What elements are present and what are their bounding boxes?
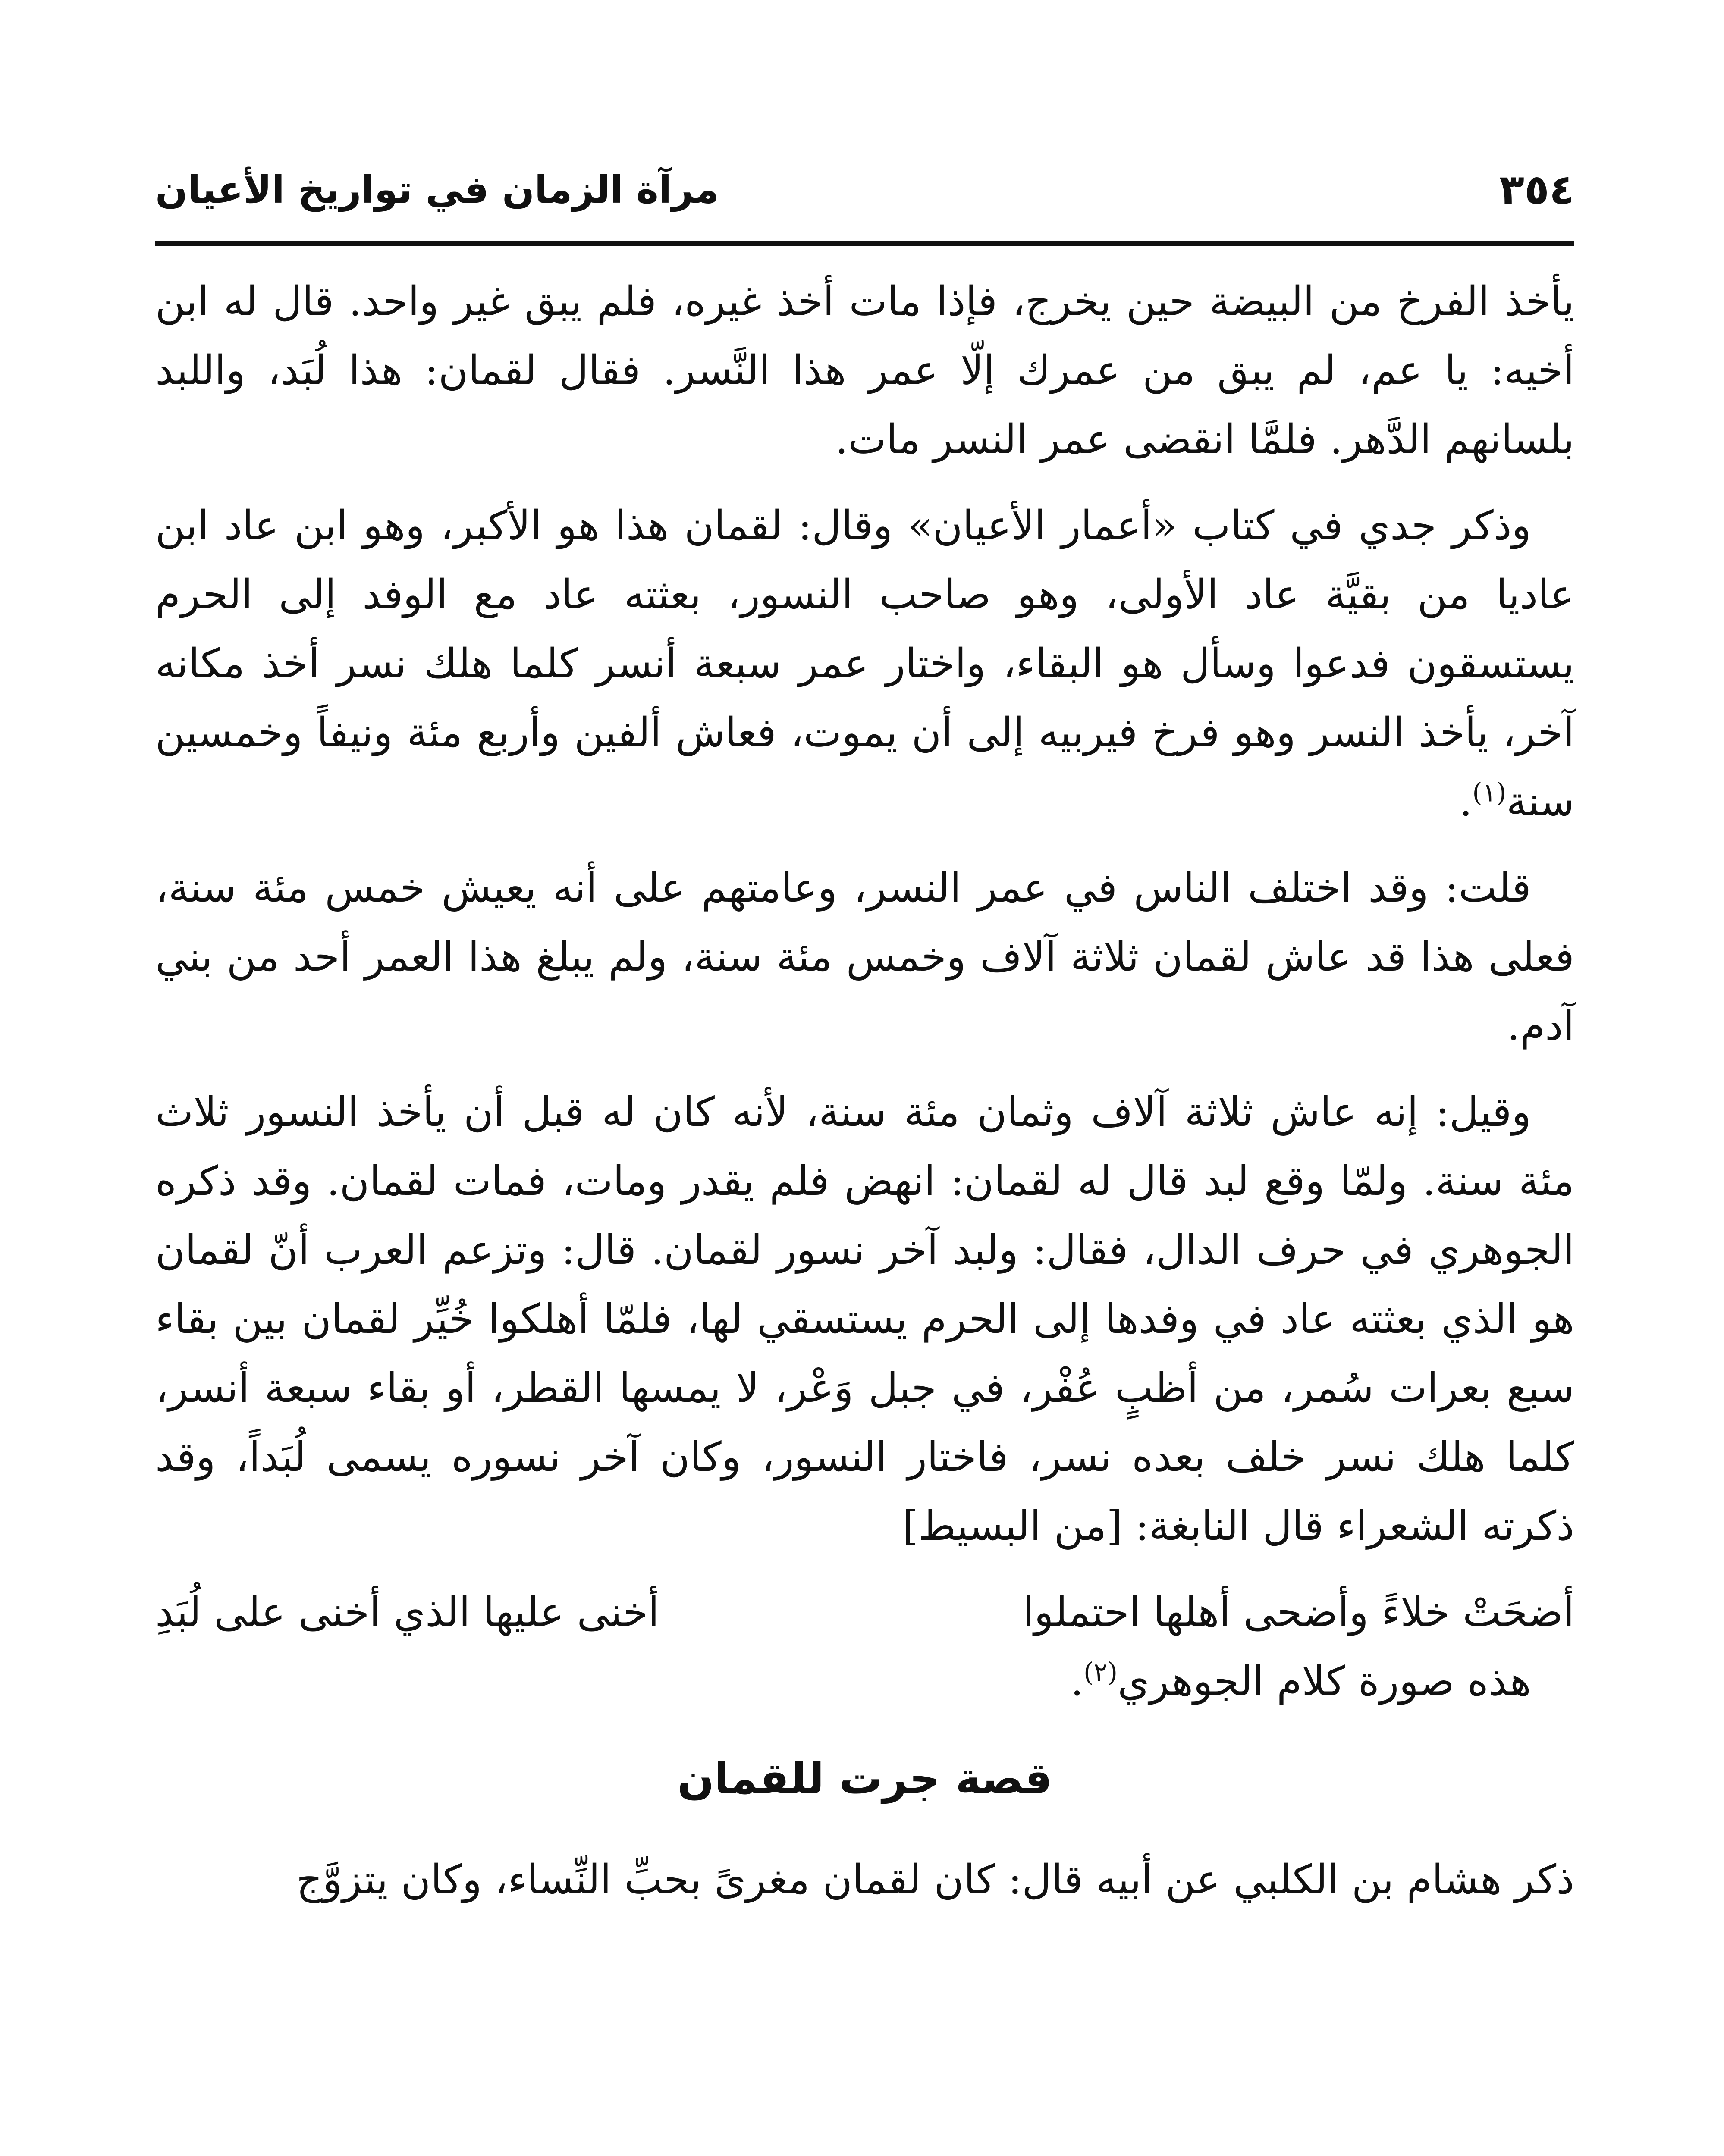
page-header xyxy=(155,160,1574,233)
main-text xyxy=(155,267,1574,1932)
paragraph-1: يأخذ الفرخ من البيضة حين يخرج، فإذا مات أخذ غيره، فلم يبق غير واحد. قال له ابن أخيه: يا عم، لم يبق من عمرك إلّا عمر هذا النَّسر. فقال لقمان: هذا لُبَد، واللبد بلسانهم الدَّهر. فلمَّا انقضى عمر النسر مات. xyxy=(155,278,1574,463)
footnote-ref-1[interactable]: (١) xyxy=(1472,777,1507,808)
header-rule xyxy=(155,241,1574,246)
verse-first-hemistich: أضحَتْ خلاءً وأضحى أهلها احتملوا xyxy=(1023,1589,1574,1636)
footnote-ref-2[interactable]: (٢) xyxy=(1083,1657,1118,1688)
verse-second-hemistich: أخنى عليها الذي أخنى على لُبَدِ xyxy=(155,1589,659,1636)
paragraph-4: وقيل: إنه عاش ثلاثة آلاف وثمان مئة سنة، لأنه كان له قبل أن يأخذ النسور ثلاث مئة سنة. ولمّا وقع لبد قال له لقمان: انهض فلم يقدر ومات، فمات لقمان. وقد ذكره الجوهري في حرف الدال، فقال: ولبد آخر نسور لقمان. قال: وتزعم العرب أنّ لقمان هو الذي بعثته عاد في وفدها إلى الحرم يستسقي لها، فلمّا أهلكوا خُيِّر لقمان بين بقاء سبع بعرات سُمر، من أظبٍ عُفْر، في جبل وَعْر، لا يمسها القطر، أو بقاء سبعة أنسر، كلما هلك نسر خلف بعده نسر، فاختار النسور، وكان آخر نسوره يسمى لُبَداً، وقد ذكرته الشعراء قال النابغة: [من البسيط] xyxy=(155,1089,1574,1550)
poem-verse xyxy=(155,1578,1574,1647)
page-number: ٣٥٤ xyxy=(1499,166,1574,213)
paragraph-3: قلت: وقد اختلف الناس في عمر النسر، وعامتهم على أنه يعيش خمس مئة سنة، فعلى هذا قد عاش لقمان ثلاثة آلاف وخمس مئة سنة، ولم يبلغ هذا العمر أحد من بني آدم. xyxy=(155,865,1574,1050)
running-title: مرآة الزمان في تواريخ الأعيان xyxy=(155,167,719,212)
paragraph-2: وذكر جدي في كتاب «أعمار الأعيان» وقال: لقمان هذا هو الأكبر، وهو ابن عاد ابن عاديا من بقيَّة عاد الأولى، وهو صاحب النسور، بعثته عاد مع الوفد إلى الحرم يستسقون فدعوا وسأل هو البقاء، واختار عمر سبعة أنسر كلما هلك نسر أخذ مكانه آخر، يأخذ النسر وهو فرخ فيربيه إلى أن يموت، فعاش ألفين وأربع مئة ونيفاً وخمسين سنة$^{(١)}$. xyxy=(155,502,1574,825)
section-heading: قصة جرت للقمان xyxy=(677,1753,1052,1804)
after-verse-line: هذه صورة كلام الجوهري$^{(٢)}$. xyxy=(1071,1657,1531,1705)
paragraph-5: ذكر هشام بن الكلبي عن أبيه قال: كان لقمان مغرىً بحبِّ النِّساء، وكان يتزوَّج xyxy=(296,1856,1574,1903)
